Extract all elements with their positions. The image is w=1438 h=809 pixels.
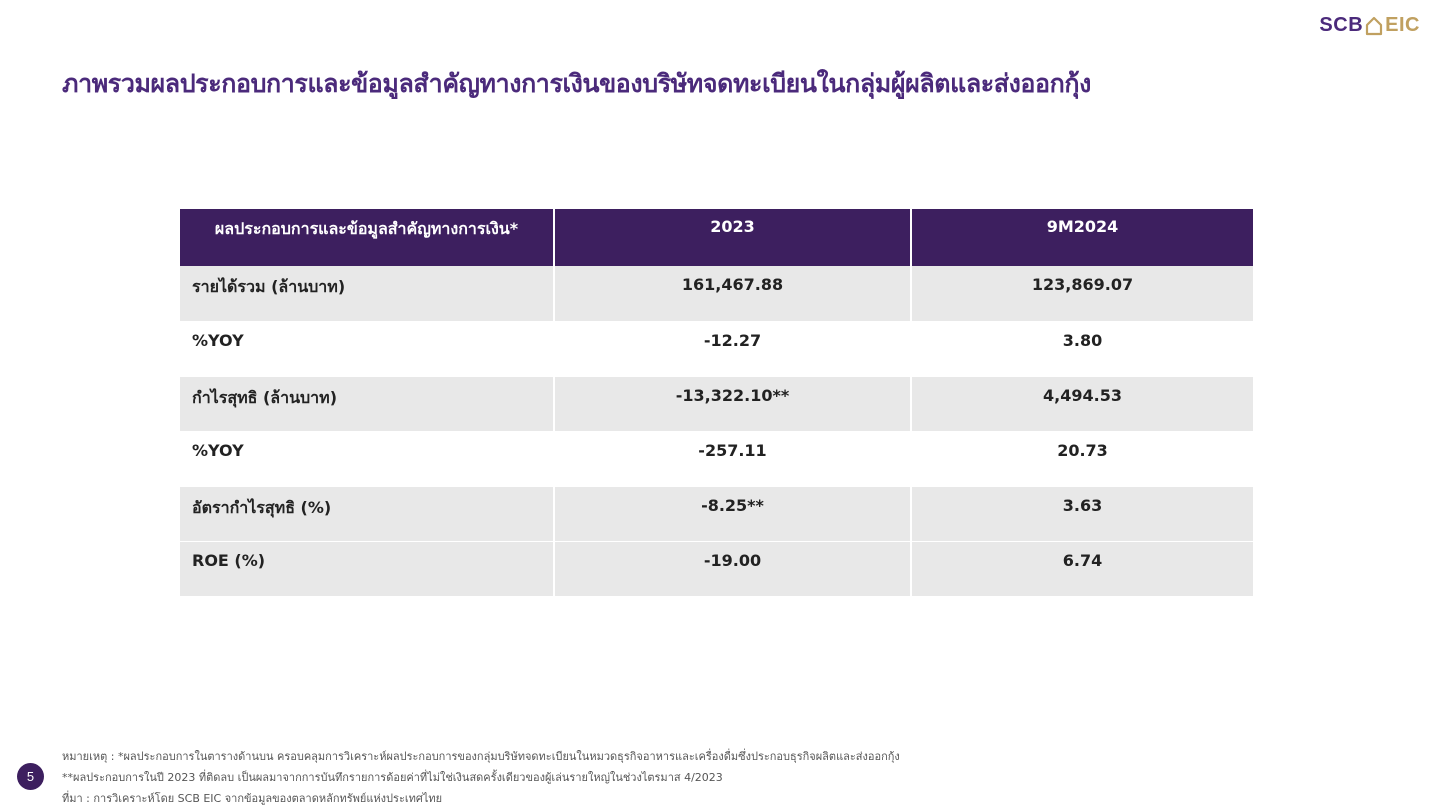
value-2023: -13,322.10** (554, 376, 911, 431)
row-label: %YOY (180, 431, 554, 486)
footnote-source: ที่มา : การวิเคราะห์โดย SCB EIC จากข้อมูลของตลาดหลักทรัพย์แห่งประเทศไทย (62, 792, 443, 805)
table-header-row (180, 209, 1253, 266)
footnote-remark: หมายเหตุ : *ผลประกอบการในตารางด้านบน ครอบคลุมการวิเคราะห์ผลประกอบการของกลุ่มบริษัทจดทะเบียนในหมวดธุรกิจอาหารและเครื่องดื่มซึ่งประกอบธุรกิจผลิตและส่งออกกุ้ง (62, 750, 900, 763)
value-2023: -8.25** (554, 486, 911, 541)
value-2023: -12.27 (554, 321, 911, 376)
logo-eic-text: EIC (1385, 14, 1420, 36)
table-row (180, 376, 1253, 431)
value-2023: 161,467.88 (554, 266, 911, 321)
page-number-badge: 5 (17, 763, 44, 790)
value-2023: -257.11 (554, 431, 911, 486)
table-row (180, 431, 1253, 486)
footnotes (62, 746, 900, 809)
value-9m2024: 4,494.53 (911, 376, 1253, 431)
header-2023: 2023 (554, 209, 911, 266)
header-9m2024: 9M2024 (911, 209, 1253, 266)
scb-eic-logo (1319, 14, 1420, 37)
value-9m2024: 3.63 (911, 486, 1253, 541)
footnote-loss-note: **ผลประกอบการในปี 2023 ที่ติดลบ เป็นผลมาจากการบันทึกรายการด้อยค่าที่ไม่ใช่เงินสดครั้งเดียวของผู้เล่นรายใหญ่ในช่วงไตรมาส 4/2023 (62, 771, 723, 784)
slide-title: ภาพรวมผลประกอบการและข้อมูลสำคัญทางการเงินของบริษัทจดทะเบียนในกลุ่มผู้ผลิตและส่งออกกุ้ง (62, 69, 1091, 98)
value-9m2024: 3.80 (911, 321, 1253, 376)
row-label: ROE (%) (180, 541, 554, 596)
table-row (180, 541, 1253, 596)
value-2023: -19.00 (554, 541, 911, 596)
row-label: อัตรากำไรสุทธิ (%) (180, 486, 554, 541)
table-row (180, 321, 1253, 376)
row-label: รายได้รวม (ล้านบาท) (180, 266, 554, 321)
table-row (180, 266, 1253, 321)
logo-scb-text: SCB (1319, 14, 1364, 36)
header-metric: ผลประกอบการและข้อมูลสำคัญทางการเงิน* (180, 209, 554, 266)
row-label: กำไรสุทธิ (ล้านบาท) (180, 376, 554, 431)
financial-table (180, 209, 1253, 596)
value-9m2024: 20.73 (911, 431, 1253, 486)
table-row (180, 486, 1253, 541)
value-9m2024: 123,869.07 (911, 266, 1253, 321)
row-label: %YOY (180, 321, 554, 376)
value-9m2024: 6.74 (911, 541, 1253, 596)
house-icon (1365, 16, 1383, 36)
